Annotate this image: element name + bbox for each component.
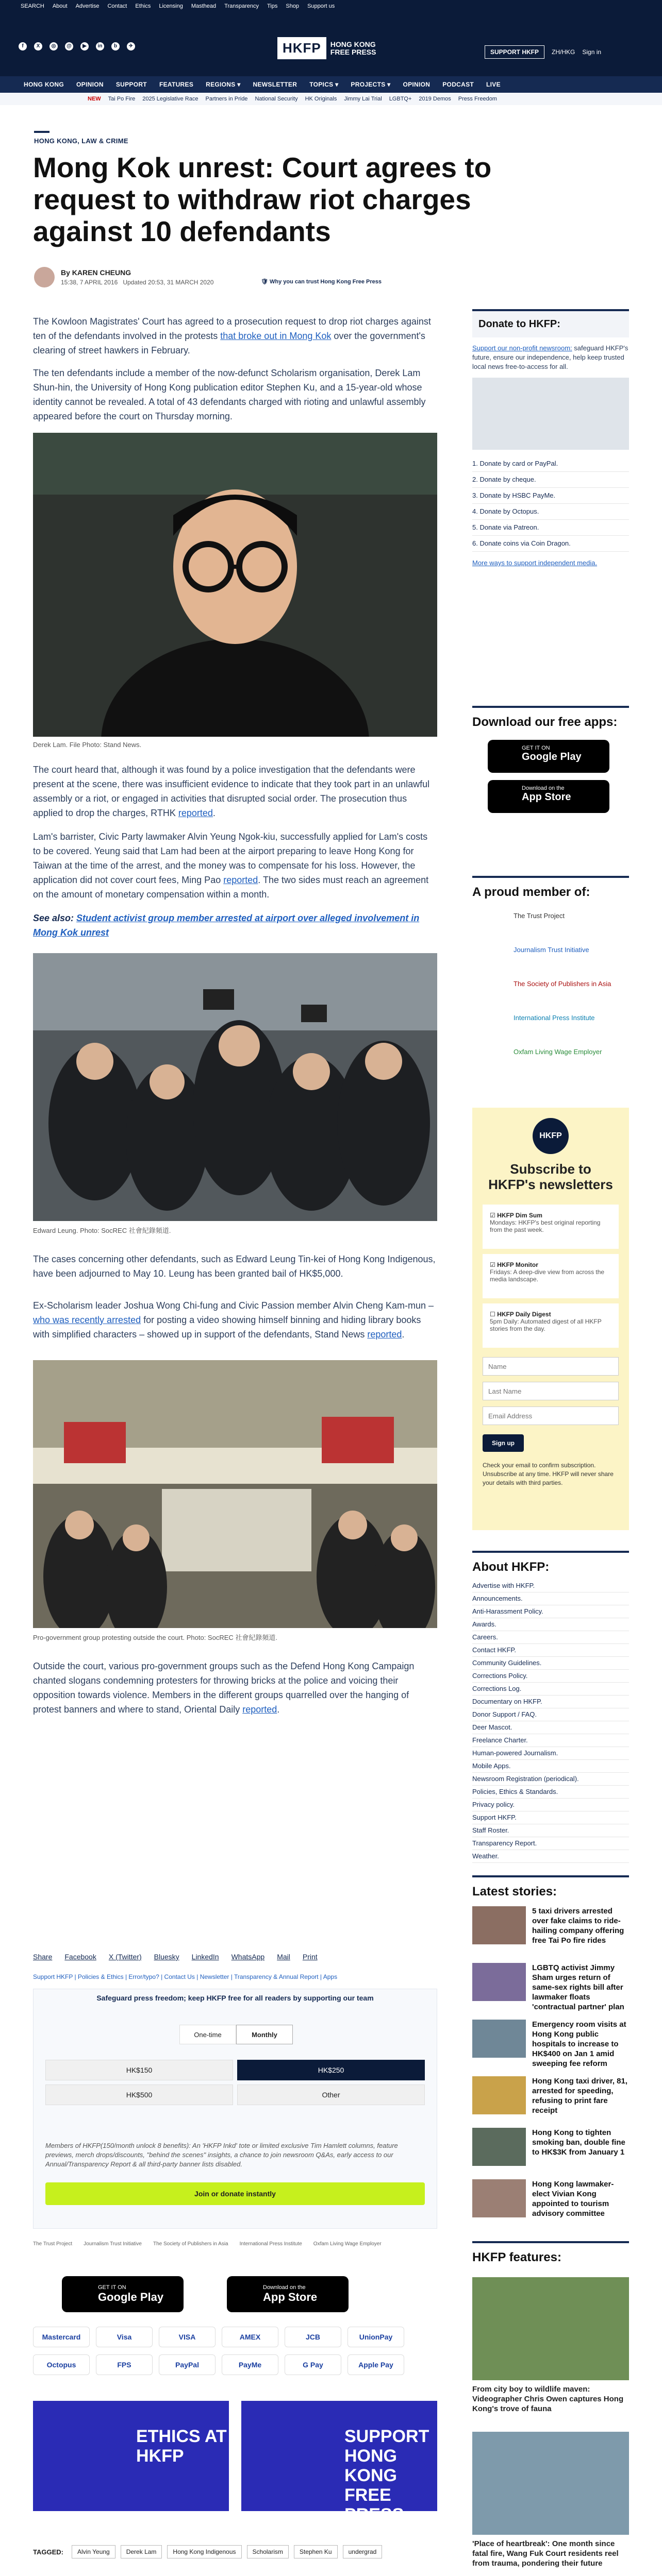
latest-story[interactable]: Hong Kong to tighten smoking ban, double fine to HK$3K from January 1 [472,2128,629,2179]
sign-in-link[interactable]: Sign in [582,48,602,56]
amex-icon: AMEX [222,2327,278,2347]
sidebar-apps [472,706,629,813]
threads-icon[interactable]: @ [65,42,73,50]
apple-pay-icon: Apple Pay [347,2354,404,2375]
facebook-icon[interactable]: f [19,42,27,50]
fps-icon: FPS [96,2354,153,2375]
features-heading-wrap [472,2241,629,2265]
top-utility-bar [0,0,662,12]
ming-pao-link[interactable]: reported [223,875,258,885]
about-item[interactable]: Newsroom Registration (periodical). [472,1773,629,1786]
photo-caption: Pro-government group protesting outside the court. Photo: SocREC 社會紀錄頻道. [33,1634,277,1641]
tag[interactable]: Scholarism [247,2545,289,2558]
tag[interactable]: Alvin Yeung [72,2545,115,2558]
email-input[interactable] [483,1406,619,1425]
about-item[interactable]: Advertise with HKFP. [472,1580,629,1592]
telegram-icon[interactable]: ✈ [127,42,135,50]
member-logos [472,900,629,1080]
partner-logos [33,2241,382,2247]
social-icons [19,42,135,50]
tags-row [33,2545,382,2558]
article-photo-pro-government [33,1360,437,1628]
sidebar-member [472,876,629,1080]
trending-nav [0,93,662,105]
octopus-icon: Octopus [33,2354,90,2375]
member-heading: A proud member of: [472,876,629,900]
donate-method-item[interactable]: 1. Donate by card or PayPal. [472,456,629,472]
author-name[interactable]: By KAREN CHEUNG [61,268,131,277]
article-paragraph: The cases concerning other defendants, such as Edward Leung Tin-kei of Hong Kong Indigenous, have been adjourned to May 10. Leung has been granted bail of HK$5,000. [33,1254,436,1279]
sidebar-app-store[interactable]: Download on the App Store [488,780,609,813]
article-photo-derek-lam [33,433,437,737]
donate-method-item[interactable]: 6. Donate coins via Coin Dragon. [472,536,629,552]
ethics-link[interactable]: Ethics [135,3,151,9]
nav-newsletter[interactable]: NEWSLETTER [253,81,297,88]
trust-project-logo[interactable]: The Trust Project [33,2241,73,2247]
article-paragraph: The ten defendants include a member of the now-defunct Scholarism organisation, Derek Lam Shun-hin, the University of Hong Kong publication editor Stephen Ku, and a 15-year-old whose identity cannot be revealed. A total of 43 defendants charged with rioting and unlawful assembly appeared before the court on Thursday morning. [33,368,426,421]
logo-mark: HKFP [277,37,326,59]
site-logo[interactable] [277,37,376,59]
photo-caption: Derek Lam. File Photo: Stand News. [33,741,142,749]
sopa-logo[interactable]: The Society of Publishers in Asia [153,2241,228,2247]
support-hkfp-button[interactable]: SUPPORT HKFP [485,45,544,59]
nav-podcast[interactable]: PODCAST [442,81,474,88]
article-link[interactable]: that broke out in Mong Kok [220,331,332,341]
last-name-input[interactable] [483,1382,619,1400]
oxfam-logo[interactable]: Oxfam Living Wage Employer [313,2241,382,2247]
article-paragraph: Outside the court, various pro-government groups such as the Defend Hong Kong Campaign chanted slogans condemning protesters for throwing bricks at the police and voicing their opposition towards violence. Members in the different groups quarrelled over the hanging of protest banners and where to stand, Oriental Daily reported. [33,1661,415,1715]
sidebar-about [472,1551,629,1863]
jcb-icon: JCB [285,2327,341,2347]
nav-topics[interactable]: TOPICS ▾ [309,81,339,88]
about-item[interactable]: Mobile Apps. [472,1760,629,1773]
about-item[interactable]: Anti-Harassment Policy. [472,1605,629,1618]
trending-item[interactable]: Press Freedom [458,96,497,102]
byline [34,267,213,287]
trust-project-logo[interactable]: The Trust Project [514,912,565,920]
jti-logo[interactable]: Journalism Trust Initiative [84,2241,142,2247]
payment-methods-row [33,2327,404,2347]
photo-caption: Edward Leung. Photo: SocREC 社會紀錄頻道. [33,1227,171,1234]
latest-story[interactable]: Emergency room visits at Hong Kong public hospitals to increase to HK$400 on Jan 1 amid sweeping fee reform [472,2020,629,2071]
nav-hong-kong[interactable]: HONG KONG [24,81,64,88]
latest-story[interactable]: Hong Kong lawmaker-elect Vivian Kong appointed to tourism advisory committee [472,2179,629,2231]
author-avatar[interactable] [34,267,55,287]
newsletter-option[interactable]: ☑ HKFP Dim Sum Mondays: HKFP's best original reporting from the past week. [483,1205,619,1249]
shop-link[interactable]: Shop [286,3,300,9]
donate-graphic [472,378,629,450]
trending-item[interactable]: HK Originals [305,96,337,102]
feature-story[interactable] [472,2432,629,2568]
oriental-daily-link[interactable]: reported [242,1704,277,1715]
trending-item[interactable]: Jimmy Lai Trial [344,96,382,102]
header-actions [485,45,601,59]
tag[interactable]: Hong Kong Indigenous [167,2545,241,2558]
story-thumbnail[interactable] [472,2128,526,2166]
tag[interactable]: Stephen Ku [294,2545,338,2558]
feature-title[interactable]: From city boy to wildlife maven: Videographer Chris Owen captures Hong Kong's trove of fauna [472,2385,624,2413]
page-title: Mong Kok unrest: Court agrees to request to withdraw riot charges against 10 defendants [33,151,492,247]
linkedin-icon[interactable]: in [96,42,104,50]
donate-intro-link[interactable]: Support our non-profit newsroom: [472,344,572,352]
story-thumbnail[interactable] [472,2179,526,2217]
mastercard-icon: Mastercard [33,2327,90,2347]
see-also-link[interactable]: Student activist group member arrested at airport over alleged involvement in Mong Kok unrest [33,913,420,938]
checkbox-checked-icon[interactable]: ☑ [490,1212,495,1219]
latest-heading-wrap [472,1875,629,1899]
sidebar-donate [472,309,629,567]
sign-up-button[interactable]: Sign up [483,1434,524,1452]
tag[interactable]: undergrad [343,2545,383,2558]
nav-opinion-2[interactable]: OPINION [403,81,431,88]
feature-image[interactable] [472,2432,629,2535]
checkbox-icon[interactable]: ☐ [490,1311,495,1318]
logo-text: HONG KONG FREE PRESS [330,40,376,56]
ethics-banner[interactable]: ETHICS AT HKFP [33,2401,229,2511]
story-thumbnail[interactable] [472,2076,526,2114]
checkbox-checked-icon[interactable]: ☑ [490,1261,495,1268]
app-store-badge[interactable]: Download on the App Store [227,2276,349,2312]
apps-heading: Download our free apps: [472,706,629,730]
sopa-logo[interactable]: The Society of Publishers in Asia [514,980,611,988]
ipi-logo[interactable]: International Press Institute [514,1014,595,1022]
contact-link[interactable]: Contact [107,3,127,9]
about-item[interactable]: Weather. [472,1850,629,1863]
latest-heading: Latest stories: [472,1875,629,1899]
one-time-toggle[interactable]: One-time [179,2025,236,2044]
donate-method-item[interactable]: 4. Donate by Octopus. [472,504,629,520]
visa-card-icon: Visa [96,2327,153,2347]
trending-item[interactable]: Partners in Pride [205,96,248,102]
youtube-icon[interactable]: ▶ [80,42,89,50]
membership-perks: Members of HKFP(150/month unlock 8 benefits): An 'HKFP Inkd' tote or limited exclusive Tim Hamlett columns, feature previews, merch drops/discounts, "behind the scenes" insights, a chance to join newsroom Q&As, early access to our Annual/Transparency Report & all third-party banner lists disabled. [45,2142,398,2168]
article-paragraph: Ex-Scholarism leader Joshua Wong Chi-fung and Civic Passion member Alvin Cheng Kam-mun – who was recently arrested for posting a video showing himself binning and hiding library books with simplified characters – showed up in support of the defendants, Stand News reported. [33,1300,434,1340]
instagram-icon[interactable]: ◎ [49,42,58,50]
donate-title: Safeguard press freedom; keep HKFP free for all readers by supporting our team [96,1994,374,2002]
masthead-link[interactable]: Masthead [191,3,217,9]
about-item[interactable]: Corrections Policy. [472,1670,629,1683]
about-item[interactable]: Privacy policy. [472,1799,629,1811]
advertise-link[interactable]: Advertise [75,3,100,9]
about-link[interactable]: About [52,3,68,9]
feature-title[interactable]: 'Place of heartbreak': One month since fatal fire, Wang Fuk Court residents reel from trauma, pondering their future [472,2539,619,2568]
search-link[interactable]: SEARCH [21,3,44,9]
newsletter-option[interactable]: ☑ HKFP Monitor Fridays: A deep-dive view from across the media landscape. [483,1254,619,1298]
article-paragraph: The court heard that, although it was found by a police investigation that the defendants were present at the scene, there was insufficient evidence to indicate that they took part in an unlawful assembly or a riot, or engaged in activities that disrupted social order. The prosecution thus applied to drop the charges, RTHK reported. [33,765,430,818]
name-input[interactable] [483,1357,619,1376]
support-banner[interactable]: SUPPORT HONG KONG FREE PRESS [241,2401,437,2511]
trending-item[interactable]: Tai Po Fire [108,96,136,102]
feature-story[interactable] [472,2277,629,2414]
share-label: Share [33,1953,53,1961]
article-photo-edward-leung [33,953,437,1221]
trending-item[interactable]: 2025 Legislative Race [142,96,198,102]
bluesky-icon[interactable]: b [111,42,120,50]
more-ways-link[interactable]: More ways to support independent media. [472,559,598,567]
google-pay-icon: G Pay [285,2354,341,2375]
story-thumbnail[interactable] [472,1906,526,1944]
about-item[interactable]: Careers. [472,1631,629,1644]
share-mail[interactable]: Mail [277,1953,290,1961]
about-item[interactable]: Staff Roster. [472,1824,629,1837]
newsletter-card [472,1108,629,1530]
trending-item[interactable]: National Security [255,96,298,102]
site-header [0,12,662,76]
tag[interactable]: Derek Lam [121,2545,162,2558]
share-x[interactable]: X (Twitter) [108,1953,142,1961]
about-item[interactable]: Support HKFP. [472,1811,629,1824]
about-item[interactable]: Community Guidelines. [472,1657,629,1670]
feature-image[interactable] [472,2277,629,2380]
about-item[interactable]: Freelance Charter. [472,1734,629,1747]
trending-item[interactable]: 2019 Demos [419,96,451,102]
about-item[interactable]: Awards. [472,1618,629,1631]
share-print[interactable]: Print [302,1953,318,1961]
newsletter-option[interactable]: ☐ HKFP Daily Digest 5pm Daily: Automated digest of all HKFP stories from the day. [483,1303,619,1348]
support-us-link[interactable]: Support us [307,3,335,9]
latest-story[interactable]: LGBTQ activist Jimmy Sham urges return of same-sex rights bill after lawmaker floats 'contractual partner' plan [472,1963,629,2014]
join-donate-button[interactable]: Join or donate instantly [45,2182,425,2205]
story-thumbnail[interactable] [472,1963,526,2001]
donate-method-item[interactable]: 3. Donate by HSBC PayMe. [472,488,629,504]
nav-live[interactable]: LIVE [486,81,501,88]
amount-option[interactable]: HK$500 [45,2084,233,2105]
google-play-badge[interactable]: GET IT ON Google Play [62,2276,184,2312]
paypal-icon: PayPal [159,2354,216,2375]
arrested-link[interactable]: who was recently arrested [33,1315,141,1325]
publish-date: 15:38, 7 APRIL 2016 Updated 20:53, 31 MARCH 2020 [61,279,214,286]
trending-item[interactable]: LGBTQ+ [389,96,412,102]
unionpay-icon: UnionPay [347,2327,404,2347]
about-list [472,1580,629,1863]
see-also: See also: Student activist group member arrested at airport over alleged involvement in Mong Kok unrest [33,913,420,938]
trust-link[interactable]: 🛡 Why you can trust Hong Kong Free Press [261,279,382,285]
share-facebook[interactable]: Facebook [64,1953,96,1961]
donate-intro: Support our non-profit newsroom: safeguard HKFP's future, ensure our independence, help keep trusted local news free-to-access for all. [472,344,628,370]
donate-methods-list [472,456,629,552]
nav-regions[interactable]: REGIONS ▾ [206,81,241,88]
signup-confirm-text: Check your email to confirm subscription. Unsubscribe at any time. HKFP will never share your details with third parties. [483,1462,614,1486]
ipi-logo[interactable]: International Press Institute [239,2241,302,2247]
share-bluesky[interactable]: Bluesky [154,1953,179,1961]
about-item[interactable]: Deer Mascot. [472,1721,629,1734]
hkfp-badge: HKFP [533,1118,569,1154]
nav-projects[interactable]: PROJECTS ▾ [351,81,391,88]
sidebar-google-play[interactable]: GET IT ON Google Play [488,740,609,773]
oxfam-logo[interactable]: Oxfam Living Wage Employer [514,1048,602,1056]
features-heading: HKFP features: [472,2241,629,2265]
donate-method-item[interactable]: 2. Donate by cheque. [472,472,629,488]
about-item[interactable]: Announcements. [472,1592,629,1605]
tips-link[interactable]: Tips [267,3,278,9]
about-item[interactable]: Transparency Report. [472,1837,629,1850]
payme-icon: PayMe [222,2354,278,2375]
nav-features[interactable]: FEATURES [159,81,194,88]
share-whatsapp[interactable]: WhatsApp [231,1953,265,1961]
donate-method-item[interactable]: 5. Donate via Patreon. [472,520,629,536]
amount-other[interactable]: Other [237,2084,425,2105]
visa-icon: VISA [159,2327,216,2347]
latest-story[interactable]: 5 taxi drivers arrested over fake claims to ride-hailing company offering free Tai Po fire rides [472,1906,629,1958]
about-item[interactable]: Contact HKFP. [472,1644,629,1657]
new-label: NEW [88,96,101,102]
about-item[interactable]: Policies, Ethics & Standards. [472,1786,629,1799]
language-switch[interactable]: ZH/HKG [552,48,575,56]
amount-option-selected[interactable]: HK$250 [237,2060,425,2080]
transparency-link[interactable]: Transparency [224,3,259,9]
nav-support[interactable]: SUPPORT [115,81,147,88]
share-bar [33,1953,318,1961]
about-item[interactable]: Documentary on HKFP. [472,1696,629,1708]
about-item[interactable]: Donor Support / FAQ. [472,1708,629,1721]
monthly-toggle[interactable]: Monthly [236,2025,293,2044]
donate-heading: Donate to HKFP: [472,309,629,337]
about-item[interactable]: Corrections Log. [472,1683,629,1696]
main-nav [0,76,662,93]
category-breadcrumb[interactable]: HONG KONG, LAW & CRIME [34,137,128,145]
tags-label: TAGGED: [33,2548,63,2556]
payment-methods-row [33,2354,404,2375]
article-paragraph: Lam's barrister, Civic Party lawmaker Alvin Yeung Ngok-kiu, successfully applied for Lam's costs to be covered. Yeung said that Lam had been at the airport preparing to leave Hong Kong for Taiwan at the time of the arrest, and the money was to compensate for his loss. However, the application did not cover court fees, Ming Pao reported. The two sides must reach an agreement on the amount of monetary compensation within a month. [33,832,429,900]
newsletter-heading: Subscribe to HKFP's newsletters [488,1161,613,1192]
story-thumbnail[interactable] [472,2020,526,2058]
about-heading: About HKFP: [472,1551,629,1574]
licensing-link[interactable]: Licensing [159,3,183,9]
rthk-link[interactable]: reported [178,808,213,818]
x-icon[interactable]: X [34,42,42,50]
about-item[interactable]: Human-powered Journalism. [472,1747,629,1760]
support-links-bar[interactable]: Support HKFP | Policies & Ethics | Error/typo? | Contact Us | Newsletter | Transparency & Annual Report | Apps [33,1973,338,1980]
latest-story[interactable]: Hong Kong taxi driver, 81, arrested for speeding, refusing to print fare receipt [472,2076,629,2128]
nav-opinion[interactable]: OPINION [76,81,104,88]
stand-news-link[interactable]: reported [367,1329,402,1340]
share-linkedin[interactable]: LinkedIn [191,1953,219,1961]
amount-option[interactable]: HK$150 [45,2060,233,2080]
jti-logo[interactable]: Journalism Trust Initiative [514,946,589,954]
article-paragraph: The Kowloon Magistrates' Court has agreed to a prosecution request to drop riot charges against ten of the defendants involved in the protests that broke out in Mong Kok over the government's clearing of street hawkers in February. [33,316,431,355]
